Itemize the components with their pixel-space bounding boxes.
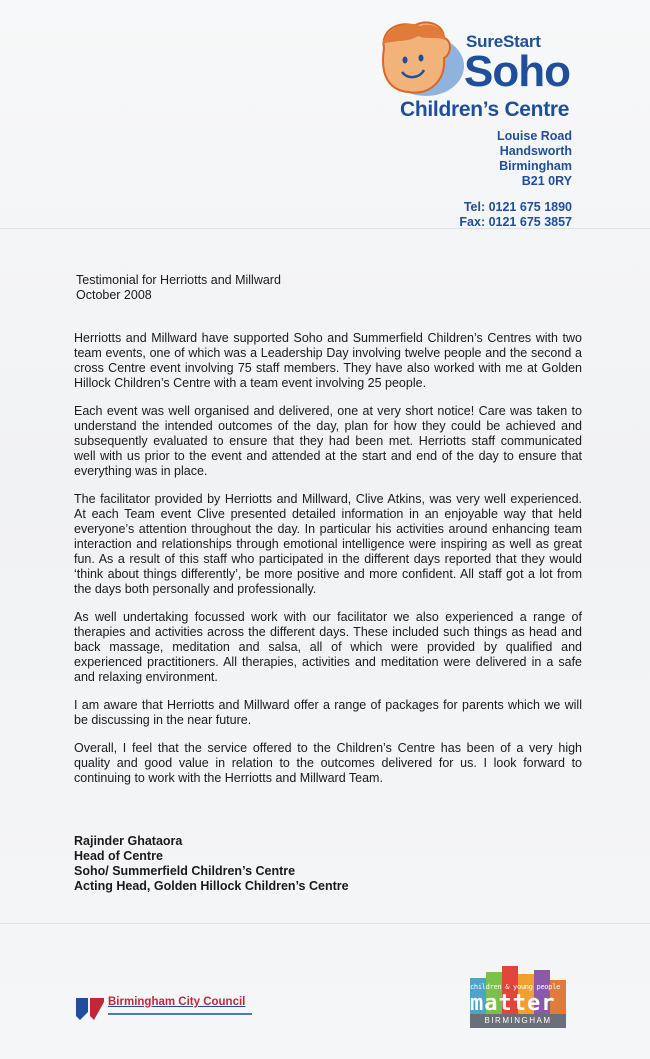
cyp-logo-city: BIRMINGHAM bbox=[484, 1016, 552, 1025]
signatory-organisation: Soho/ Summerfield Children’s Centre bbox=[74, 864, 296, 878]
address-line: Louise Road bbox=[496, 129, 572, 143]
body-paragraph: I am aware that Herriotts and Millward offer a range of packages for parents which we will be discussing in the near future. bbox=[74, 698, 582, 727]
fax: Fax: 0121 675 3857 bbox=[459, 215, 572, 229]
council-logo-text: Birmingham City Council bbox=[108, 996, 246, 1008]
address-line: Handsworth bbox=[499, 144, 572, 158]
body-paragraph: Herriotts and Millward have supported Soho and Summerfield Children’s Centres with two team events, one of which was a Leadership Day involving twelve people and the second a cross Centre event involving 75 staff members. They have also worked with me at Golden Hillock Children’s Centre with a team event involving 25 people. bbox=[74, 331, 582, 390]
body-paragraph: Overall, I feel that the service offered to the Children’s Centre has been of a very high quality and good value in relation to the outcomes delivered for us. I look forward to continuing to work with the Herriotts and Millward Team. bbox=[74, 741, 582, 785]
brand-soho: Soho bbox=[464, 47, 570, 96]
address-block bbox=[497, 129, 572, 189]
letter-body bbox=[74, 331, 582, 799]
brand-surestart: SureStart bbox=[466, 32, 541, 51]
cyp-logo-word: matter bbox=[470, 991, 556, 1016]
signatory-acting-role: Acting Head, Golden Hillock Children’s Centre bbox=[74, 879, 349, 893]
contact-block bbox=[459, 200, 572, 230]
signatory-name: Rajinder Ghataora bbox=[74, 834, 183, 848]
telephone: Tel: 0121 675 1890 bbox=[463, 200, 572, 214]
body-paragraph: The facilitator provided by Herriotts and Millward, Clive Atkins, was very well experienced. At each Team event Clive presented detailed information in an enjoyable way that held everyone’s attention throughout the day. In particular his activities around enhancing team interaction and relationships through emotional intelligence were inspiring as well as great fun. As a result of this staff who participated in the different days reported that they would ‘think about things differently’, be more positive and more confident. All staff got a lot from the days both personally and professionally. bbox=[74, 492, 582, 596]
body-paragraph: Each event was well organised and delivered, one at very short notice! Care was taken to understand the intended outcomes of the day, plan for how they could be achieved and subsequently evaluated to ensure that they had been met. Herriotts staff communicated well with us prior to the event and attended at the start and end of the day to ensure that everything was in place. bbox=[74, 404, 582, 478]
signatory-role: Head of Centre bbox=[74, 849, 163, 863]
address-line: B21 0RY bbox=[521, 174, 572, 188]
cyp-logo-tagline: children & young people bbox=[470, 983, 561, 991]
body-paragraph: As well undertaking focussed work with our facilitator we also experienced a range of therapies and activities across the different days. These included such things as head and back massage, meditation and salsa, all of which were provided by qualified and experienced practitioners. All therapies, activities and meditation were delivered in a safe and relaxing environment. bbox=[74, 610, 582, 684]
address-line: Birmingham bbox=[499, 159, 572, 173]
paper-fold-line bbox=[0, 923, 650, 924]
surestart-child-face-logo bbox=[374, 18, 466, 100]
brand-childrens-centre: Children’s Centre bbox=[400, 98, 570, 121]
letter-heading bbox=[76, 273, 281, 303]
signature-block bbox=[74, 834, 349, 894]
letter-title: Testimonial for Herriotts and Millward bbox=[76, 273, 281, 287]
letter-date: October 2008 bbox=[76, 288, 152, 302]
